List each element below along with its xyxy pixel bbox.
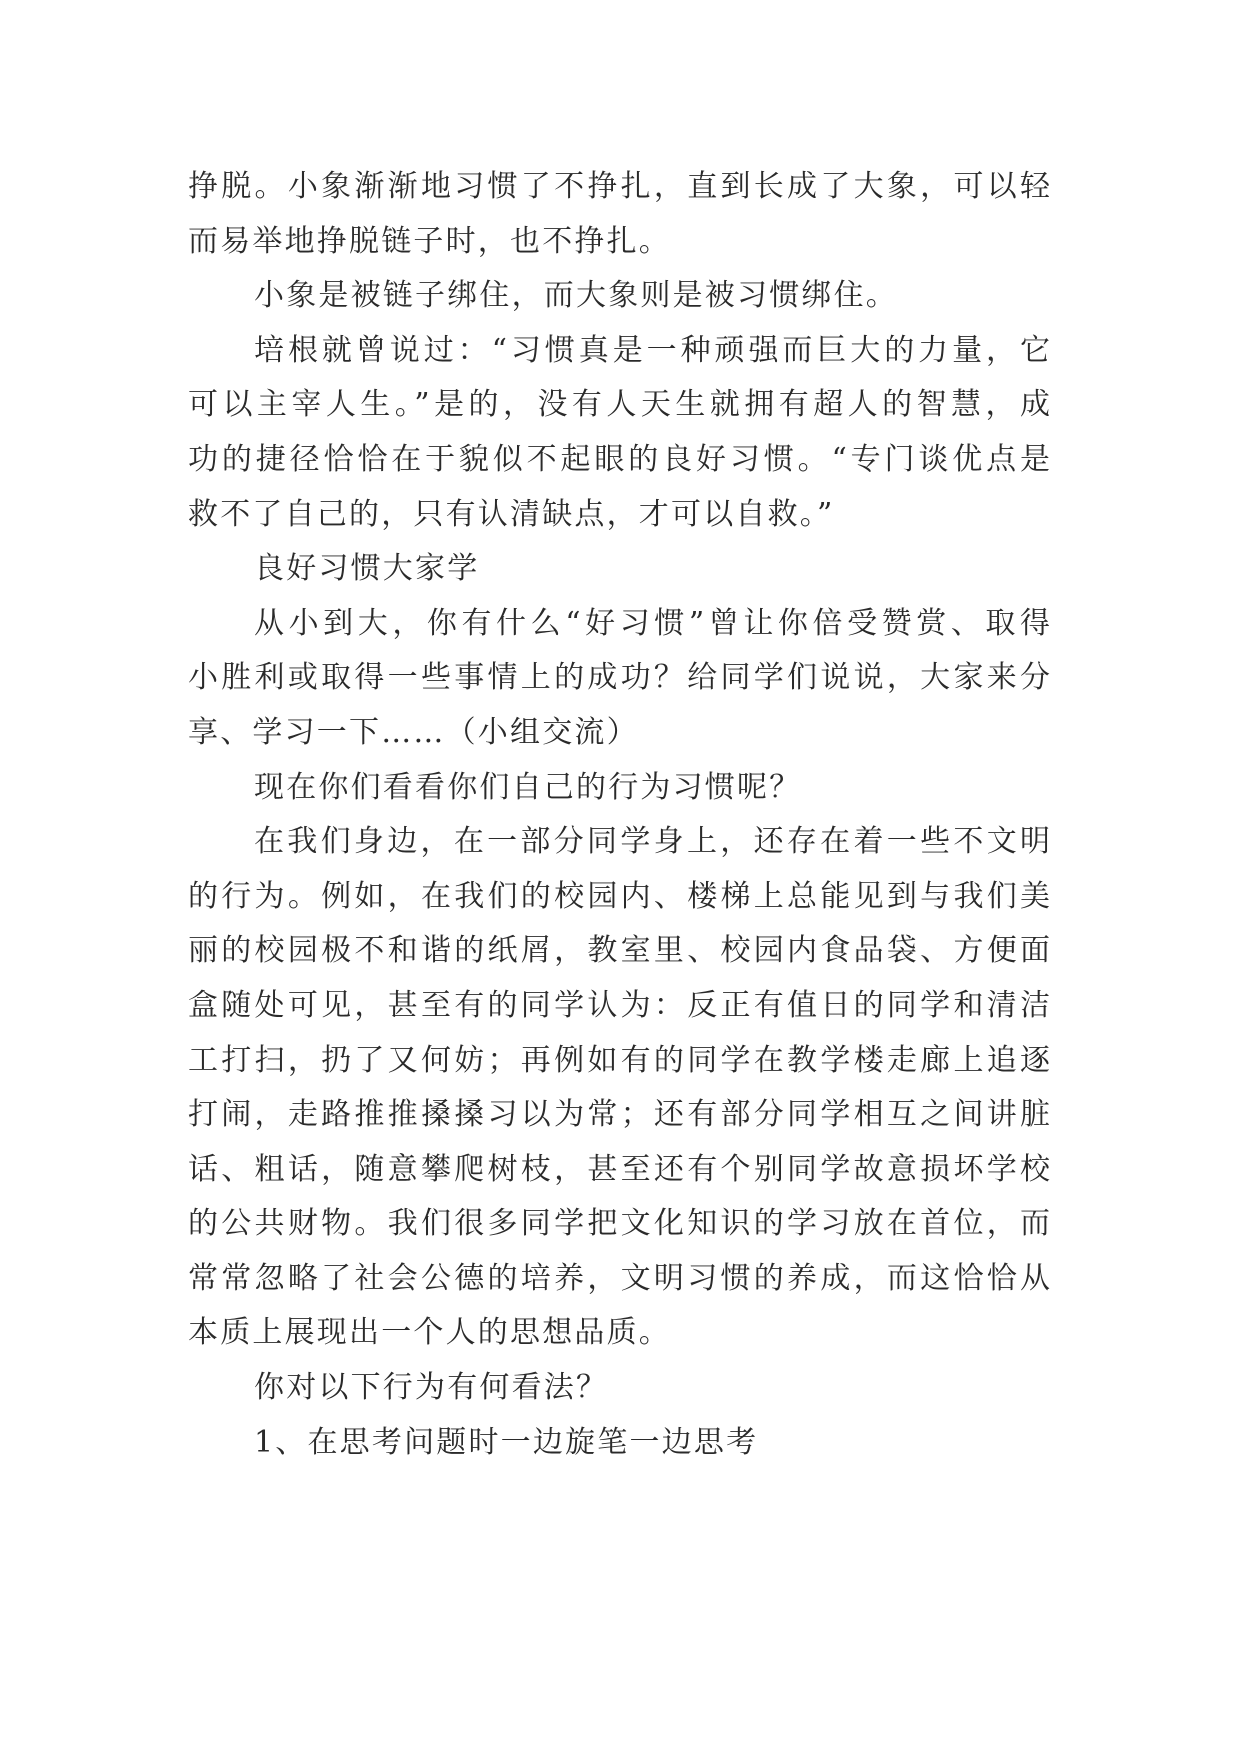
paragraph-line: 而易举地挣脱链子时，也不挣扎。: [188, 223, 671, 259]
paragraph-line: 在我们身边，在一部分同学身上，还存在着一些不文明: [254, 824, 1050, 860]
paragraph-line: 从小到大，你有什么“好习惯”曾让你倍受赞赏、取得: [254, 605, 1050, 641]
section-heading: 良好习惯大家学: [254, 551, 480, 587]
paragraph-line: 救不了自己的，只有认清缺点，才可以自救。”: [188, 496, 835, 532]
paragraph-line: 盒随处可见，甚至有的同学认为：反正有值日的同学和清洁: [188, 987, 1050, 1023]
paragraph-line: 话、粗话，随意攀爬树枝，甚至还有个别同学故意损坏学校: [188, 1151, 1050, 1187]
paragraph-line: 本质上展现出一个人的思想品质。: [188, 1315, 671, 1351]
paragraph-line: 打闹，走路推推搡搡习以为常；还有部分同学相互之间讲脏: [188, 1097, 1050, 1133]
paragraph-line: 可以主宰人生。”是的，没有人天生就拥有超人的智慧，成: [188, 387, 1050, 423]
paragraph-line: 你对以下行为有何看法？: [254, 1370, 609, 1406]
list-item: 1、在思考问题时一边旋笔一边思考: [254, 1424, 759, 1460]
paragraph-line: 小象是被链子绑住，而大象则是被习惯绑住。: [254, 278, 898, 314]
paragraph-line: 挣脱。小象渐渐地习惯了不挣扎，直到长成了大象，可以轻: [188, 169, 1050, 204]
paragraph-line: 丽的校园极不和谐的纸屑，教室里、校园内食品袋、方便面: [188, 933, 1050, 969]
paragraph-line: 的公共财物。我们很多同学把文化知识的学习放在首位，而: [188, 1206, 1050, 1242]
paragraph-line: 的行为。例如，在我们的校园内、楼梯上总能见到与我们美: [188, 878, 1050, 914]
paragraph-line: 培根就曾说过：“习惯真是一种顽强而巨大的力量，它: [254, 332, 1050, 368]
paragraph-line: 现在你们看看你们自己的行为习惯呢？: [254, 769, 802, 805]
paragraph-line: 小胜利或取得一些事情上的成功？给同学们说说，大家来分: [188, 660, 1050, 696]
paragraph-line: 功的捷径恰恰在于貌似不起眼的良好习惯。“专门谈优点是: [188, 441, 1050, 477]
paragraph-line: 工打扫，扔了又何妨；再例如有的同学在教学楼走廊上追逐: [188, 1042, 1050, 1078]
document-page: [188, 160, 1050, 1470]
paragraph-line: 享、学习一下……（小组交流）: [188, 714, 639, 750]
paragraph-line: 常常忽略了社会公德的培养，文明习惯的养成，而这恰恰从: [188, 1260, 1050, 1296]
